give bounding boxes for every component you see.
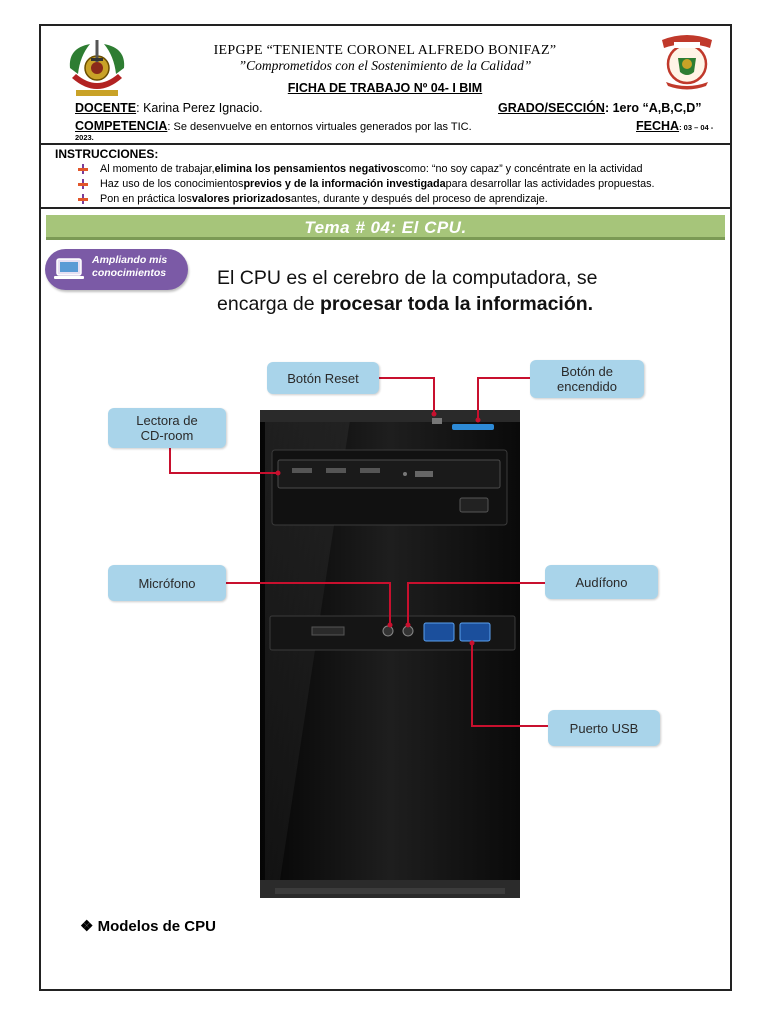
teacher-line (75, 101, 263, 115)
teacher-value: : Karina Perez Ignacio. (136, 101, 263, 115)
arrow-bullet-icon (78, 164, 88, 174)
headphone-label: Audífono (545, 565, 658, 599)
instruction-item: Al momento de trabajar, elimina los pensamientos negativos como: “no soy capaz” y concéntrate en la actividad (78, 163, 643, 175)
reset-button-label: Botón Reset (267, 362, 379, 394)
date-value: : 03 – 04 - (679, 123, 714, 132)
school-name: IEPGPE “TENIENTE CORONEL ALFREDO BONIFAZ” (213, 43, 557, 58)
divider-bottom (41, 207, 730, 209)
grade-label: GRADO/SECCIÓN (498, 101, 605, 115)
microphone-label: Micrófono (108, 565, 226, 601)
cpu-diagram (80, 340, 692, 912)
date-year: 2023. (75, 133, 94, 142)
arrow-bullet-icon (78, 194, 88, 204)
competency-line (75, 119, 472, 133)
badge-text: Ampliando mis conocimientos (92, 254, 168, 279)
competency-value: : Se desenvuelve en entornos virtuales generados por las TIC. (167, 121, 472, 133)
usb-port-label: Puerto USB (548, 710, 660, 746)
divider-top (41, 143, 730, 145)
grade-line (498, 101, 702, 115)
instructions-title: INSTRUCCIONES: (55, 147, 159, 161)
topic-banner: Tema # 04: El CPU. (46, 215, 725, 240)
arrow-bullet-icon (78, 179, 88, 189)
laptop-icon (54, 257, 84, 281)
competency-label: COMPETENCIA (75, 119, 168, 133)
section-heading-models: ❖ Modelos de CPU (80, 918, 216, 935)
date-label: FECHA (636, 119, 680, 133)
learning-badge (45, 249, 188, 290)
intro-paragraph: El CPU es el cerebro de la computadora, se encarga de procesar toda la información. (217, 267, 598, 315)
school-crest-right-icon (656, 30, 718, 92)
date-line (636, 119, 713, 133)
instruction-item: Pon en práctica los valores priorizados antes, durante y después del proceso de aprendizaje. (78, 193, 548, 205)
grade-value: : 1ero “A,B,C,D” (604, 101, 702, 115)
worksheet-title: FICHA DE TRABAJO Nº 04- I BIM (287, 81, 483, 95)
school-motto: ”Comprometidos con el Sostenimiento de la Calidad” (238, 58, 532, 73)
school-emblem-left-icon (66, 38, 128, 100)
teacher-label: DOCENTE (75, 101, 137, 115)
instruction-item: Haz uso de los conocimientos previos y de la información investigada para desarrollar las actividades propuestas. (78, 178, 655, 190)
cd-reader-label: Lectora de CD-room (108, 408, 226, 448)
power-button-label: Botón de encendido (530, 360, 644, 398)
